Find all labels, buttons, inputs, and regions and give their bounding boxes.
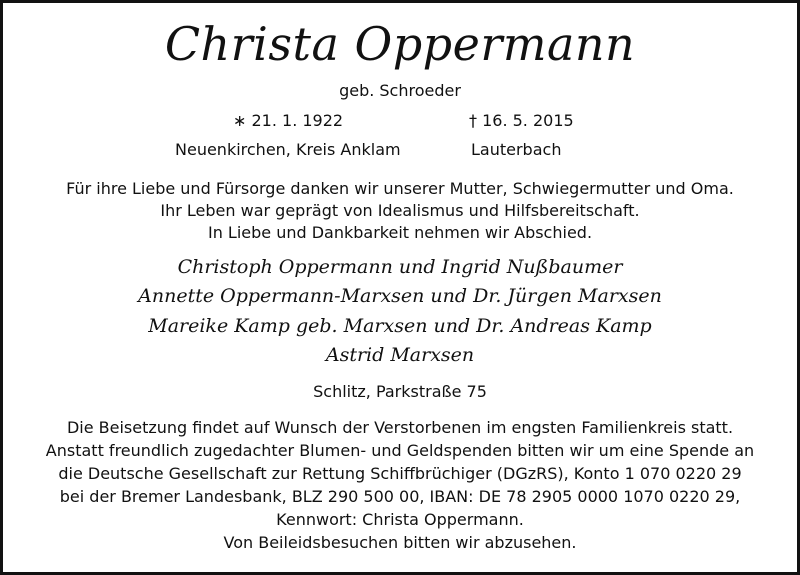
tribute-line: In Liebe und Dankbarkeit nehmen wir Abschied. [207, 223, 593, 242]
birth-place: Neuenkirchen, Kreis Anklam [175, 140, 401, 159]
deceased-name: Christa Oppermann [164, 17, 636, 71]
funeral-note-line: Kennwort: Christa Oppermann. [276, 510, 524, 529]
mourner-name: Christoph Oppermann und Ingrid Nußbaumer [177, 256, 623, 278]
tribute-line: Für ihre Liebe und Fürsorge danken wir unserer Mutter, Schwiegermutter und Oma. [66, 179, 734, 198]
mourner-name: Mareike Kamp geb. Marxsen und Dr. Andreas Kamp [148, 315, 652, 337]
funeral-note-line: Die Beisetzung findet auf Wunsch der Verstorbenen im engsten Familienkreis statt. [66, 418, 734, 437]
tribute-line: Ihr Leben war geprägt von Idealismus und Hilfsbereitschaft. [160, 201, 640, 220]
funeral-note-line: die Deutsche Gesellschaft zur Rettung Schiffbrüchiger (DGzRS), Konto 1 070 0220 29 [58, 464, 742, 483]
funeral-note-line: Von Beileidsbesuchen bitten wir abzusehen. [223, 533, 577, 552]
maiden-name: geb. Schroeder [339, 81, 461, 100]
mourner-name: Annette Oppermann-Marxsen und Dr. Jürgen Marxsen [138, 285, 662, 307]
funeral-note-line: bei der Bremer Landesbank, BLZ 290 500 00, IBAN: DE 78 2905 0000 1070 0220 29, [59, 487, 741, 506]
mourner-name: Astrid Marxsen [325, 344, 475, 366]
birth-date: ∗ 21. 1. 1922 [233, 111, 344, 130]
death-place: Lauterbach [471, 140, 562, 159]
funeral-note-line: Anstatt freundlich zugedachter Blumen- und Geldspenden bitten wir um eine Spende an [45, 441, 755, 460]
family-address: Schlitz, Parkstraße 75 [313, 382, 487, 401]
death-date: † 16. 5. 2015 [469, 111, 574, 130]
